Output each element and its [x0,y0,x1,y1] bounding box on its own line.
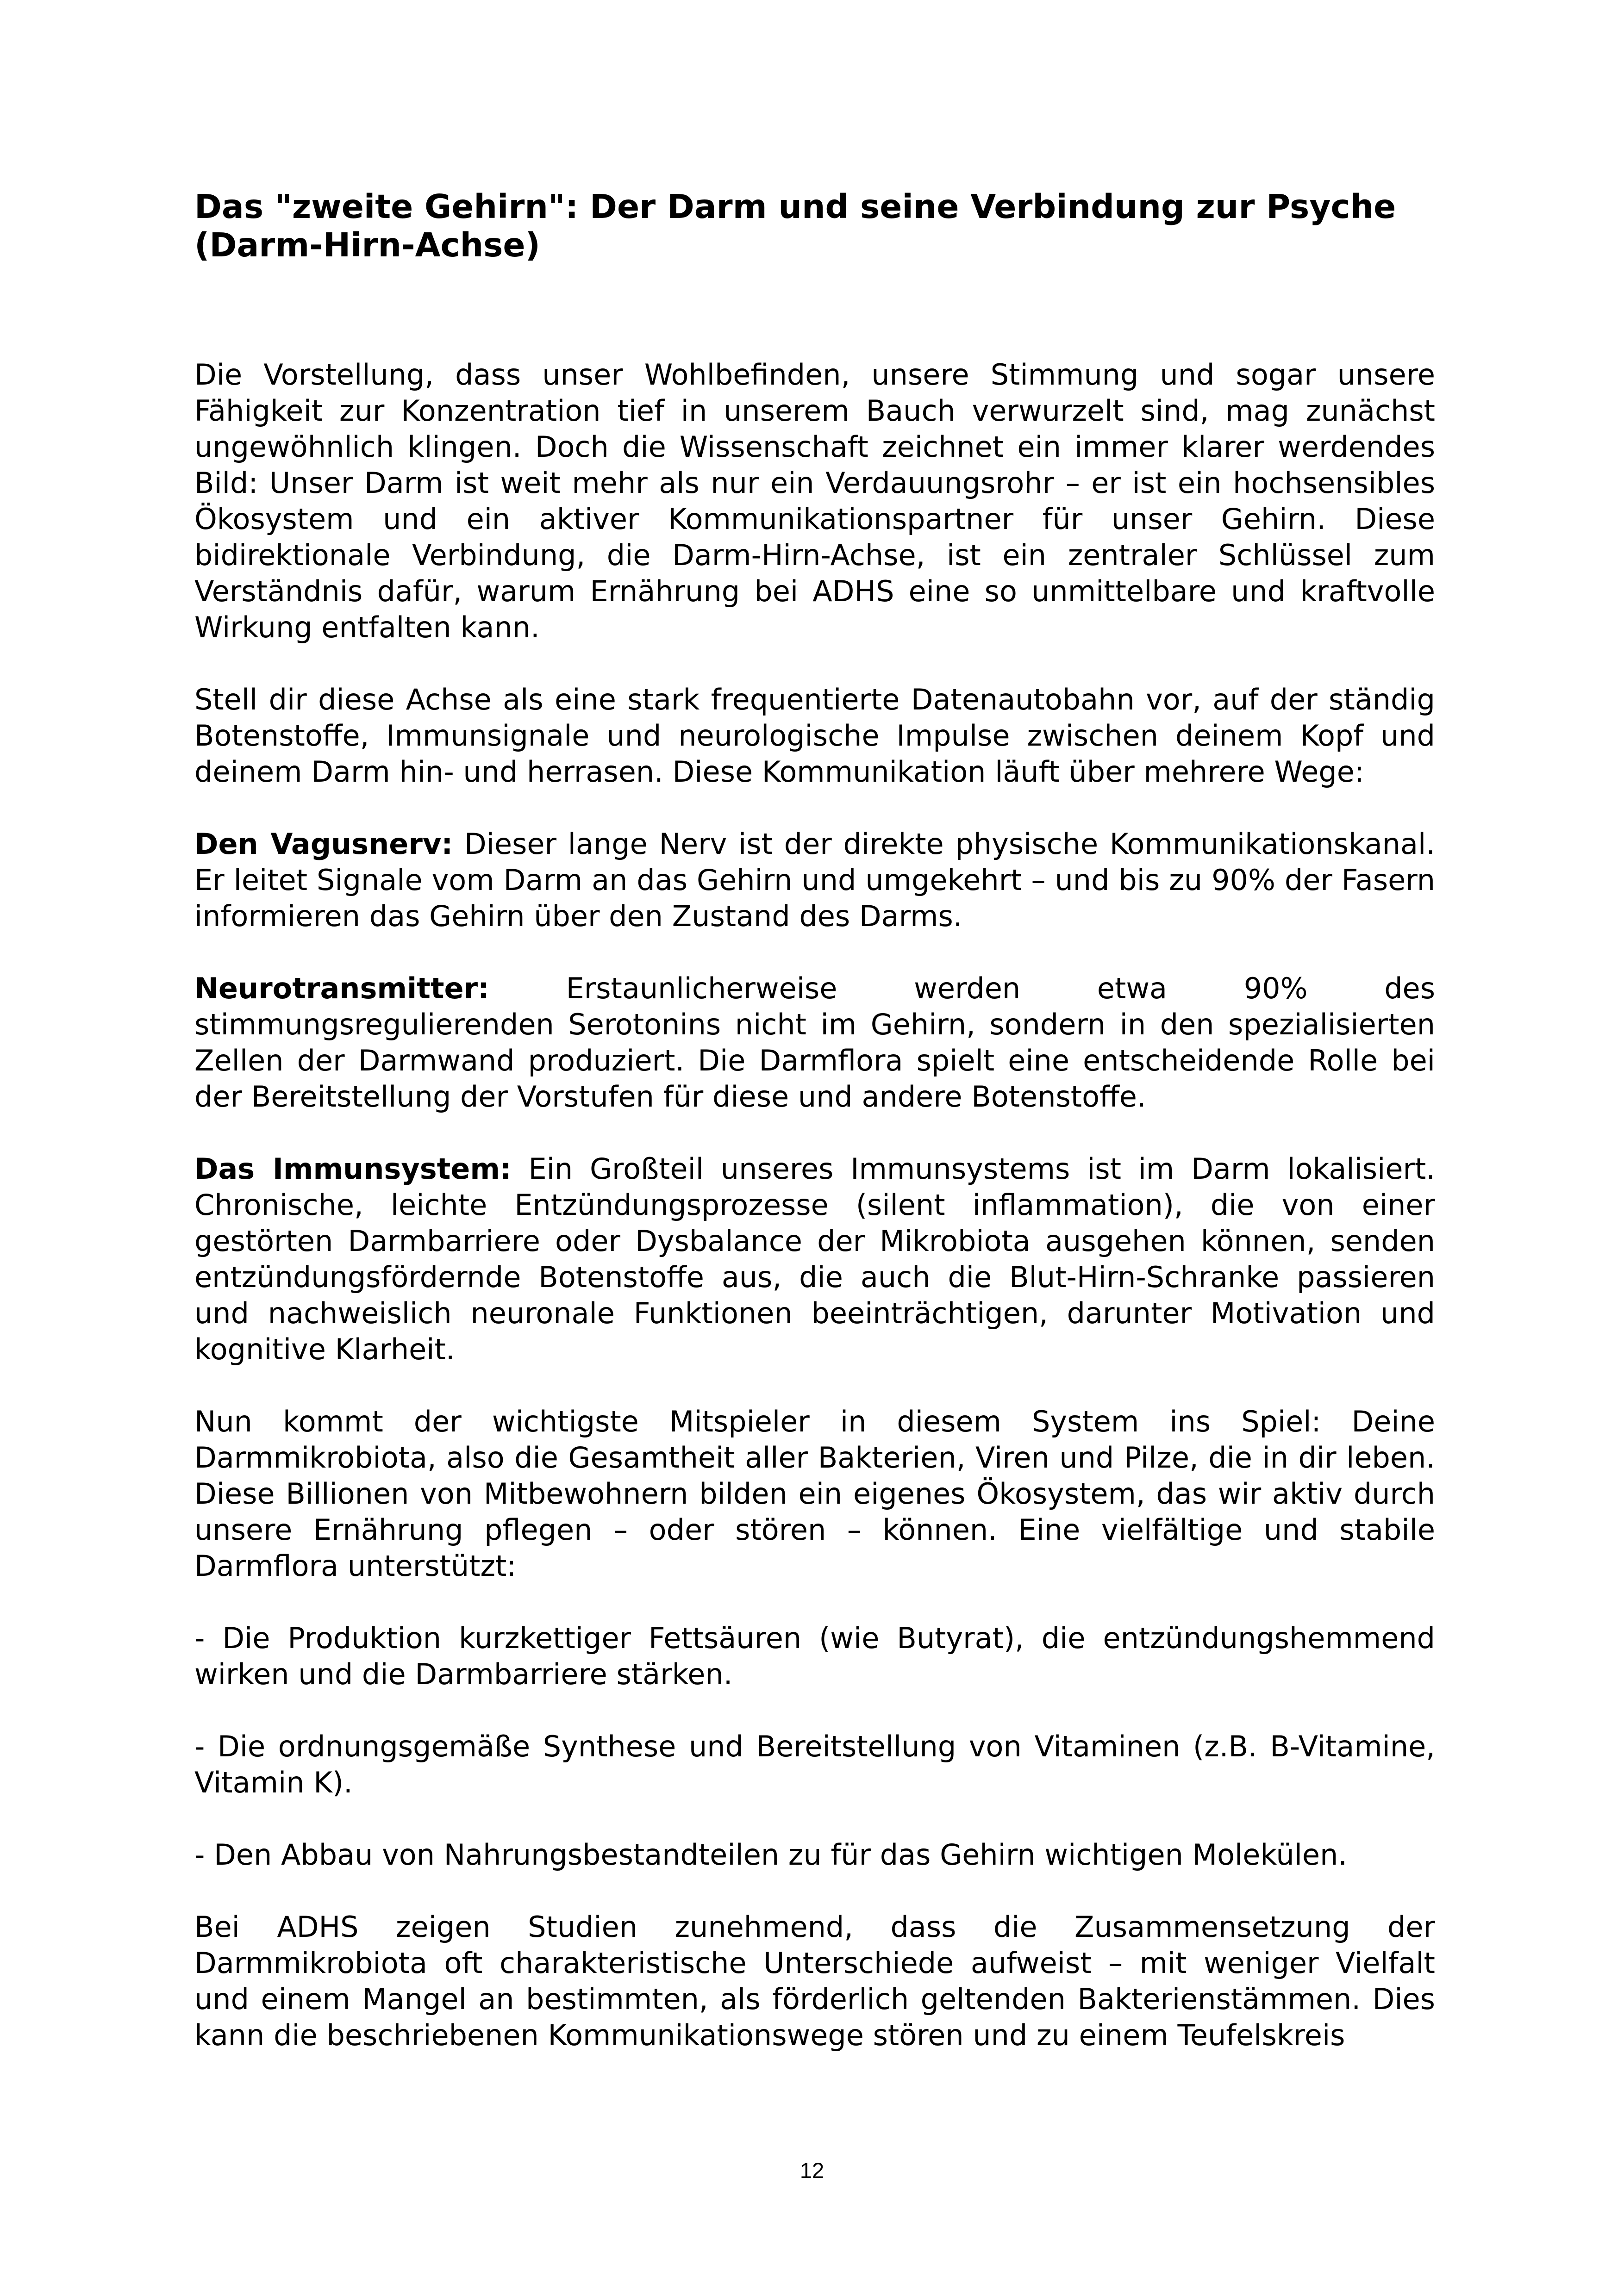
paragraph-neurotransmitter [194,971,1435,1115]
paragraph-axis: Stell dir diese Achse als eine stark frequentierte Datenautobahn vor, auf der ständig Botenstoffe, Immunsignale und neurologische Impulse zwischen deinem Kopf und deinem Darm hin- und herrasen. Diese Kommunikation läuft über mehrere Wege: [194,683,1435,789]
list-item: - Den Abbau von Nahrungsbestandteilen zu für das Gehirn wichtigen Molekülen. [194,1838,1348,1872]
paragraph-immune [194,1151,1435,1368]
list-item: - Die ordnungsgemäße Synthese und Bereitstellung von Vitaminen (z.B. B-Vitamine, Vitamin K). [194,1730,1435,1799]
paragraph-intro: Die Vorstellung, dass unser Wohlbefinden, unsere Stimmung und sogar unsere Fähigkeit zur Konzentration tief in unserem Bauch verwurzelt sind, mag zunächst ungewöhnlich klingen. Doch die Wissenschaft zeichnet ein immer klarer werdendes Bild: Unser Darm ist weit mehr als nur ein Verdauungsrohr – er ist ein hochsensibles Ökosystem und ein aktiver Kommunikationspartner für unser Gehirn. Diese bidirektionale Verbindung, die Darm-Hirn-Achse, ist ein zentraler Schlüssel zum Verständnis dafür, warum Ernährung bei ADHS eine so unmittelbare und kraftvolle Wirkung entfalten kann. [194,358,1435,644]
paragraph-vagus [194,826,1435,934]
page-title: Das "zweite Gehirn": Der Darm und seine Verbindung zur Psyche (Darm-Hirn-Achse) [194,187,1396,264]
vagus-text: Dieser lange Nerv ist der direkte physische Kommunikationskanal. Er leitet Signale vom Darm an das Gehirn und umgekehrt – und bis zu 90% der Fasern informieren das Gehirn über den Zustand des Darms. [194,827,1435,933]
immune-label: Das Immunsystem: [194,1152,512,1186]
body-text [194,357,1435,2053]
neurotransmitter-label: Neurotransmitter: [194,971,489,1005]
paragraph-microbiota: Nun kommt der wichtigste Mitspieler in diesem System ins Spiel: Deine Darmmikrobiota, also die Gesamtheit aller Bakterien, Viren und Pilze, die in dir leben. Diese Billionen von Mitbewohnern bilden ein eigenes Ökosystem, das wir aktiv durch unsere Ernährung pflegen – oder stören – können. Eine vielfältige und stabile Darmflora unterstützt: [194,1405,1435,1583]
list-item: - Die Produktion kurzkettiger Fettsäuren (wie Butyrat), die entzündungshemmend wirken und die Darmbarriere stärken. [194,1621,1435,1691]
neurotransmitter-text: Erstaunlicherweise werden etwa 90% des stimmungsregulierenden Serotonins nicht im Gehirn, sondern in den spezialisierten Zellen der Darmwand produziert. Die Darmflora spielt eine entscheidende Rolle bei der Bereitstellung der Vorstufen für diese und andere Botenstoffe. [194,971,1435,1114]
immune-text: Ein Großteil unseres Immunsystems ist im Darm lokalisiert. Chronische, leichte Entzündungsprozesse (silent inflammation), die von einer gestörten Darmbarriere oder Dysbalance der Mikrobiota ausgehen können, senden entzündungsfördernde Botenstoffe aus, die auch die Blut-Hirn-Schranke passieren und nachweislich neuronale Funktionen beeinträchtigen, darunter Motivation und kognitive Klarheit. [194,1152,1435,1366]
vagus-label: Den Vagusnerv: [194,827,453,861]
document-page [194,187,1435,2053]
page-number: 12 [800,2158,824,2183]
paragraph-closing: Bei ADHS zeigen Studien zunehmend, dass die Zusammensetzung der Darmmikrobiota oft charakteristische Unterschiede aufweist – mit weniger Vielfalt und einem Mangel an bestimmten, als förderlich geltenden Bakterienstämmen. Dies kann die beschriebenen Kommunikationswege stören und zu einem Teufelskreis [194,1910,1435,2052]
